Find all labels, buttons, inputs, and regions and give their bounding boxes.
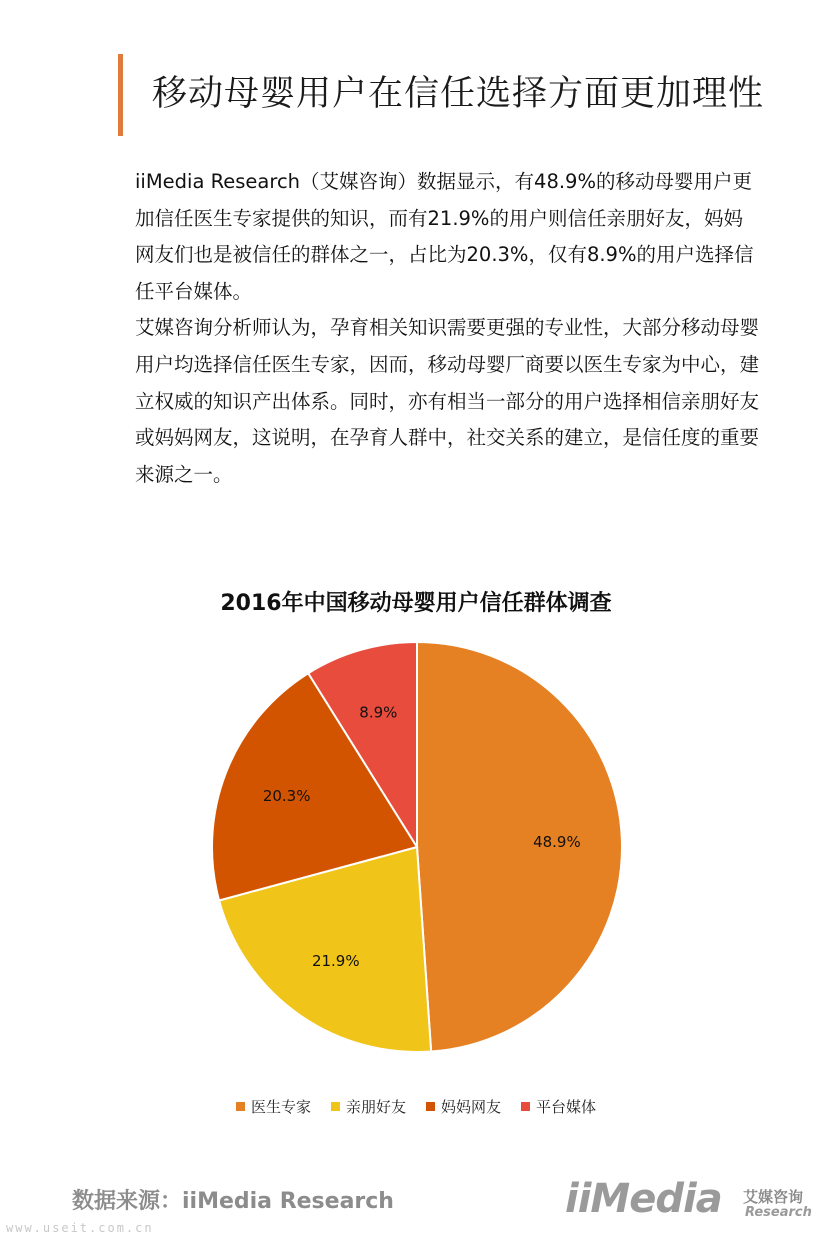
pie-label-friends-family: 21.9% <box>311 952 360 971</box>
legend-item-mom-netizens <box>426 1096 501 1117</box>
legend-swatch <box>426 1102 435 1111</box>
legend-swatch <box>331 1102 340 1111</box>
legend-item-friends-family <box>331 1096 406 1117</box>
paragraph-1: iiMedia Research（艾媒咨询）数据显示，有48.9%的移动母婴用户更加信任医生专家提供的知识，而有21.9%的用户则信任亲朋好友，妈妈网友们也是被信任的群体之一，占比为20.3%，仅有8.9%的用户选择信任平台媒体。 <box>135 170 754 303</box>
pie-label-platform-media: 8.9% <box>359 703 398 722</box>
legend-swatch <box>236 1102 245 1111</box>
pie-label-mom-netizens: 20.3% <box>262 786 311 805</box>
legend-swatch <box>521 1102 530 1111</box>
chart-legend <box>0 1096 832 1117</box>
imedia-logo <box>565 1168 815 1228</box>
legend-item-doctor-expert <box>236 1096 311 1117</box>
legend-label: 妈妈网友 <box>441 1098 502 1116</box>
legend-label: 医生专家 <box>250 1098 311 1116</box>
pie-label-doctor-expert: 48.9% <box>533 833 581 852</box>
footer-url: www.useit.com.cn <box>6 1221 154 1235</box>
legend-label: 亲朋好友 <box>345 1098 406 1116</box>
chart-title: 2016年中国移动母婴用户信任群体调查 <box>220 591 612 616</box>
paragraph-2: 艾媒咨询分析师认为，孕育相关知识需要更强的专业性，大部分移动母婴用户均选择信任医生专家，因而，移动母婴厂商要以医生专家为中心，建立权威的知识产出体系。同时，亦有相当一部分的用户选择相信亲朋好友或妈妈网友，这说明，在孕育人群中，社交关系的建立，是信任度的重要来源之一。 <box>135 316 760 486</box>
pie-slice-doctor-expert <box>417 642 622 1052</box>
legend-label: 平台媒体 <box>536 1098 597 1116</box>
page-title: 移动母婴用户在信任选择方面更加理性 <box>152 74 765 114</box>
legend-item-platform-media <box>521 1096 596 1117</box>
logo-wordmark: iiMedia <box>565 1176 722 1222</box>
data-source: 数据来源：iiMedia Research <box>72 1189 394 1214</box>
logo-chinese: 艾媒咨询 <box>743 1188 804 1206</box>
logo-english: Research <box>745 1205 812 1220</box>
